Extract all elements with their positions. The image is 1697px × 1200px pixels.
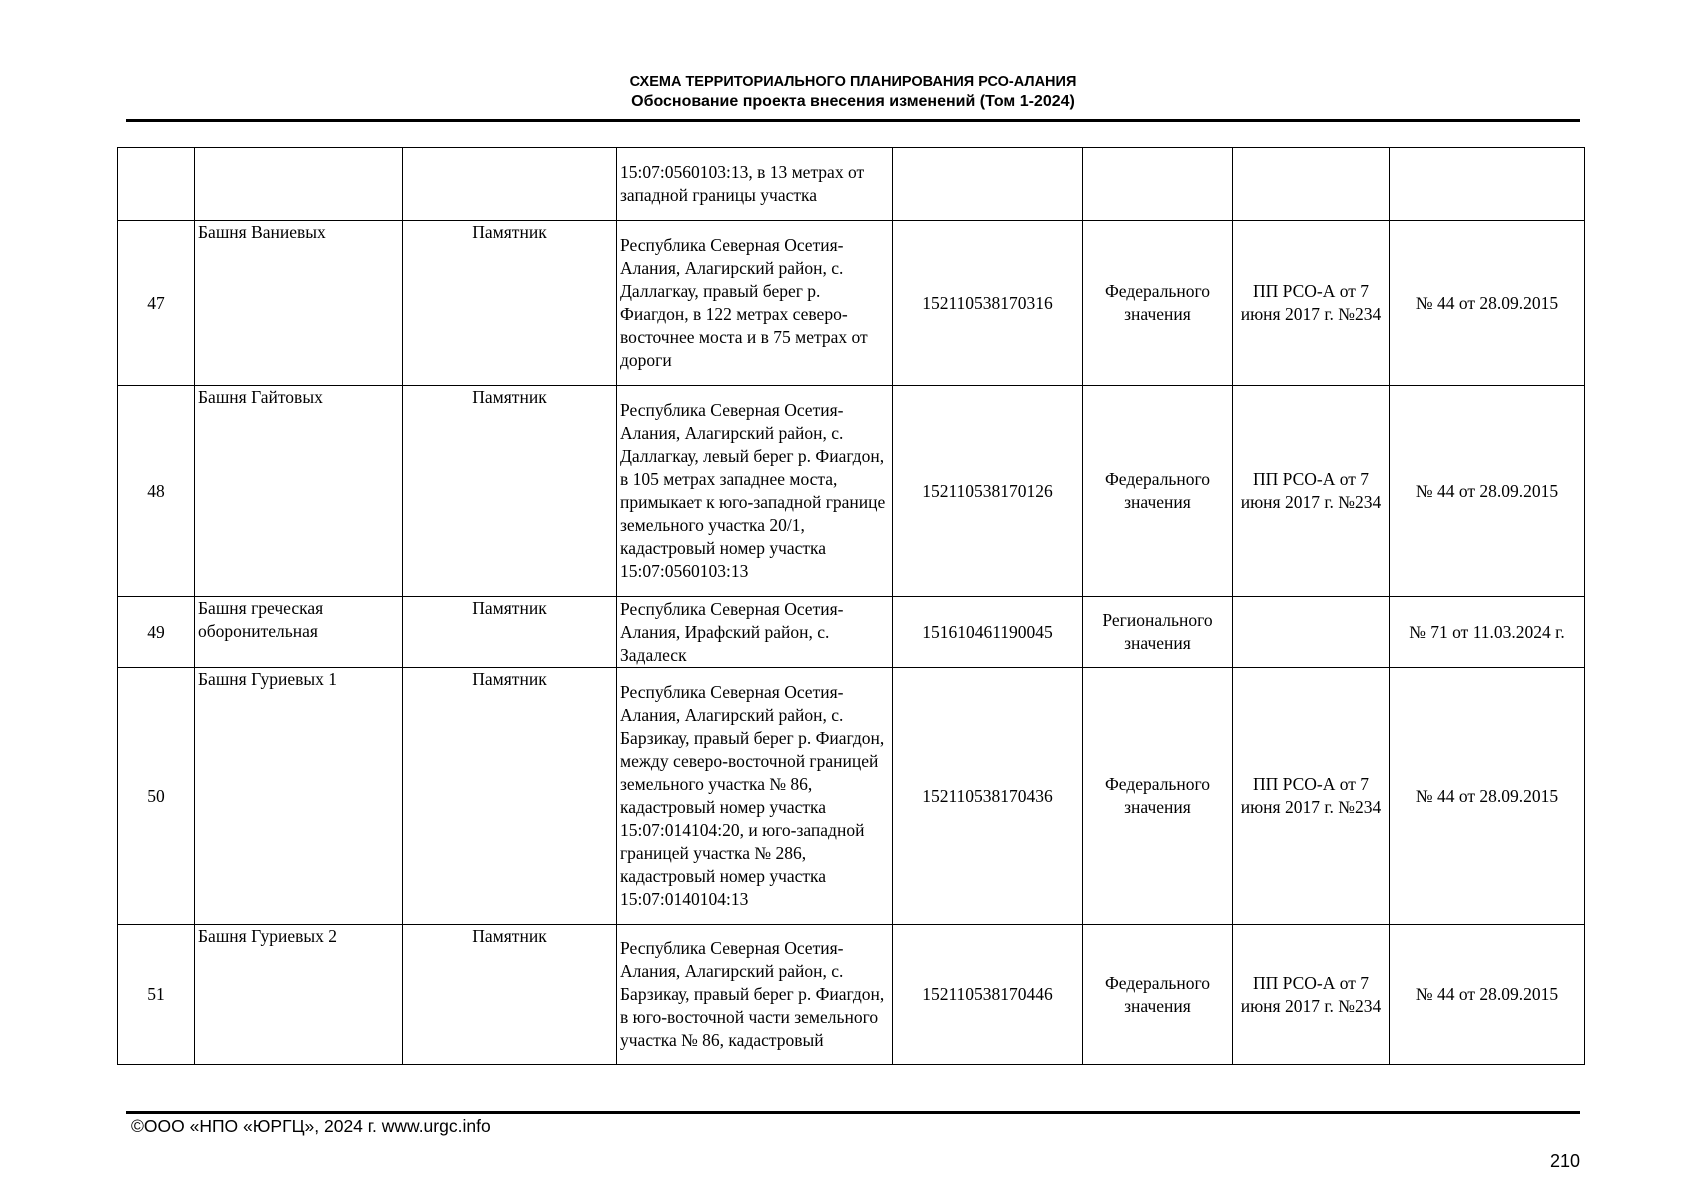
heritage-objects-table <box>117 147 1585 1065</box>
order-reference: № 44 от 28.09.2015 <box>1390 925 1585 1065</box>
object-address: Республика Северная Осетия-Алания, Алагирский район, с. Барзикау, правый берег р. Фиагдон, между северо-восточной границей земельного участка № 86, кадастровый номер участка 15:07:014104:20, и юго-западной границей участка № 286, кадастровый номер участка 15:07:0140104:13 <box>617 668 893 925</box>
registry-number <box>893 148 1083 221</box>
row-number: 50 <box>118 668 195 925</box>
legal-act: ПП РСО-А от 7 июня 2017 г. №234 <box>1233 221 1390 386</box>
legal-act: ПП РСО-А от 7 июня 2017 г. №234 <box>1233 668 1390 925</box>
registry-number: 152110538170126 <box>893 386 1083 597</box>
object-kind: Памятник <box>403 221 617 386</box>
registry-number: 151610461190045 <box>893 597 1083 668</box>
table-row <box>118 925 1585 1065</box>
legal-act <box>1233 148 1390 221</box>
significance-category: Федерального значения <box>1083 925 1233 1065</box>
order-reference <box>1390 148 1585 221</box>
table-row <box>118 386 1585 597</box>
table-row <box>118 597 1585 668</box>
footer-copyright: ©ООО «НПО «ЮРГЦ», 2024 г. www.urgc.info <box>131 1116 491 1136</box>
registry-number: 152110538170316 <box>893 221 1083 386</box>
significance-category <box>1083 148 1233 221</box>
row-number: 49 <box>118 597 195 668</box>
significance-category: Регионального значения <box>1083 597 1233 668</box>
order-reference: № 44 от 28.09.2015 <box>1390 668 1585 925</box>
row-number: 48 <box>118 386 195 597</box>
object-address: Республика Северная Осетия-Алания, Алагирский район, с. Даллагкау, левый берег р. Фиагдон, в 105 метрах западнее моста, примыкает к юго-западной границе земельного участка 20/1, кадастровый номер участка 15:07:0560103:13 <box>617 386 893 597</box>
table-row <box>118 221 1585 386</box>
page-header <box>126 72 1580 112</box>
object-kind: Памятник <box>403 597 617 668</box>
row-number: 51 <box>118 925 195 1065</box>
significance-category: Федерального значения <box>1083 221 1233 386</box>
object-address: Республика Северная Осетия-Алания, Ирафский район, с. Задалеск <box>617 597 893 668</box>
object-kind <box>403 148 617 221</box>
object-address: Республика Северная Осетия-Алания, Алагирский район, с. Барзикау, правый берег р. Фиагдон, в юго-восточной части земельного участка № 86, кадастровый <box>617 925 893 1065</box>
table-row <box>118 148 1585 221</box>
object-address: Республика Северная Осетия-Алания, Алагирский район, с. Даллагкау, правый берег р. Фиагдон, в 122 метрах северо-восточнее моста и в 75 метрах от дороги <box>617 221 893 386</box>
significance-category: Федерального значения <box>1083 668 1233 925</box>
registry-number: 152110538170446 <box>893 925 1083 1065</box>
object-kind: Памятник <box>403 386 617 597</box>
object-name <box>195 148 403 221</box>
object-kind: Памятник <box>403 668 617 925</box>
document-title: СХЕМА ТЕРРИТОРИАЛЬНОГО ПЛАНИРОВАНИЯ РСО-АЛАНИЯ <box>629 74 1077 90</box>
legal-act: ПП РСО-А от 7 июня 2017 г. №234 <box>1233 386 1390 597</box>
order-reference: № 44 от 28.09.2015 <box>1390 386 1585 597</box>
registry-number: 152110538170436 <box>893 668 1083 925</box>
object-kind: Памятник <box>403 925 617 1065</box>
object-name: Башня Гуриевых 1 <box>195 668 403 925</box>
header-rule <box>126 119 1580 122</box>
row-number <box>118 148 195 221</box>
row-number: 47 <box>118 221 195 386</box>
object-name: Башня Ваниевых <box>195 221 403 386</box>
page-number: 210 <box>1549 1151 1580 1171</box>
order-reference: № 44 от 28.09.2015 <box>1390 221 1585 386</box>
legal-act <box>1233 597 1390 668</box>
table-row <box>118 668 1585 925</box>
legal-act: ПП РСО-А от 7 июня 2017 г. №234 <box>1233 925 1390 1065</box>
object-address: 15:07:0560103:13, в 13 метрах от западной границы участка <box>617 148 893 221</box>
object-name: Башня греческая оборонительная <box>195 597 403 668</box>
significance-category: Федерального значения <box>1083 386 1233 597</box>
object-name: Башня Гайтовых <box>195 386 403 597</box>
document-subtitle: Обоснование проекта внесения изменений (Том 1-2024) <box>631 93 1075 110</box>
footer-rule <box>126 1111 1580 1114</box>
object-name: Башня Гуриевых 2 <box>195 925 403 1065</box>
order-reference: № 71 от 11.03.2024 г. <box>1390 597 1585 668</box>
